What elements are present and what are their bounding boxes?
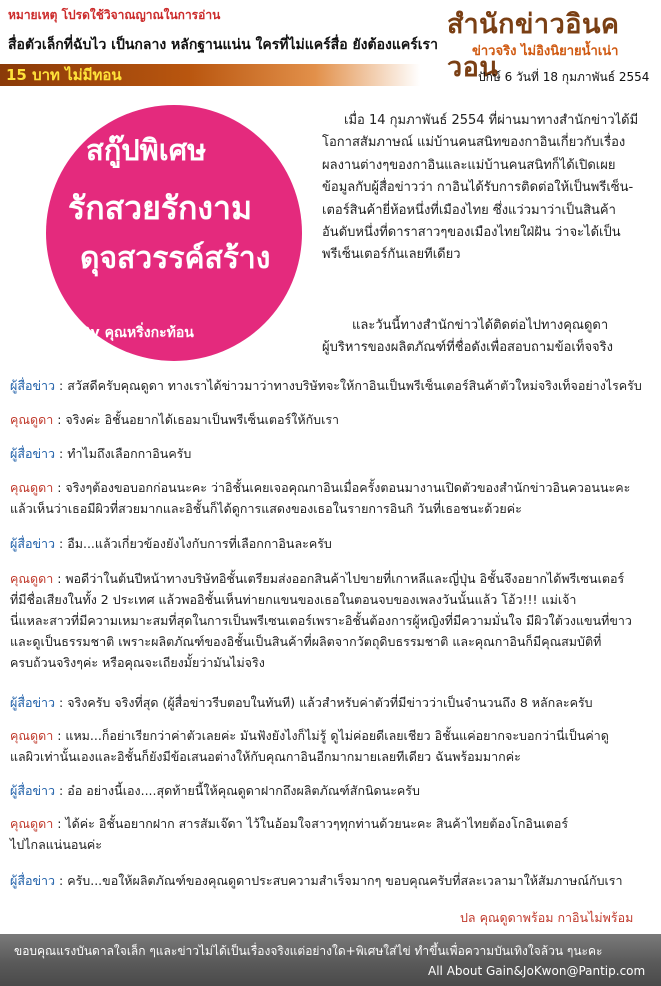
- speaker-interviewee: คุณดูดา: [10, 816, 54, 831]
- speaker-reporter: ผู้สื่อข่าว: [10, 873, 56, 888]
- interview-item: คุณดูดา : ได้ค่ะ อิชั้นอยากฝาก สารสัมเจ๊ดา ไว้ในอ้อมใจสาวๆทุกท่านด้วยนะคะ สินค้าไทยต้องโกอินเตอร์ ไปไกลแน่นอนค่ะ: [10, 813, 650, 855]
- interview-item: ผู้สื่อข่าว : อ๋อ อย่างนี้เอง....สุดท้ายนี้ให้คุณดูดาฝากถึงผลิตภัณฑ์สักนิดนะครับ: [10, 783, 420, 798]
- speaker-interviewee: คุณดูดา: [10, 412, 54, 427]
- footer-disclaimer: ขอบคุณแรงบันดาลใจเล็ก ๆและข่าวไม่ได้เป็นเรื่องจริงแต่อย่างใด+พิเศษใส่ไข่ ทำขึ้นเพื่อความบันเทิงใจล้วน ๆนะคะ: [14, 944, 603, 958]
- interview-item: คุณดูดา : จริงค่ะ อิชั้นอยากได้เธอมาเป็นพรีเซ็นเตอร์ให้กับเรา: [10, 412, 340, 427]
- interview-line: แล้วเห็นว่าเธอมีผิวที่สวยมากและอิชั้นก็ได้ดูการแสดงของเธอในรายการอินกิ วันที่เธอชนะด้วยค่ะ: [10, 501, 522, 516]
- price-bar: [0, 64, 420, 86]
- interview-line: นี่แหละสาวที่มีความเหมาะสมที่สุดในการเป็นพรีเซนเตอร์เพราะอิชั้นต้องการผู้หญิงที่มีความมั่นใจ มีผิวใต้วงแขนที่ขาว: [10, 613, 632, 628]
- interview-line: ทำไมถึงเลือกกาอินครับ: [67, 446, 192, 461]
- interview-item: ผู้สื่อข่าว : สวัสดีครับคุณดูดา ทางเราได้ข่าวมาว่าทางบริษัทจะให้กาอินเป็นพรีเซ็นเตอร์สินค้าตัวใหม่จริงเท็จอย่างไรครับ: [10, 378, 642, 393]
- speaker-reporter: ผู้สื่อข่าว: [10, 695, 56, 710]
- feature-title-line2: รักสวยรักงาม: [68, 189, 253, 227]
- intro-line: โอกาสสัมภาษณ์ แม่บ้านคนสนิทของกาอินเกี่ยวกับเรื่อง: [322, 135, 626, 151]
- intro-line: อันดับหนึ่งที่ดาราสาวๆของเมืองไทยใฝ่ฝัน ว่าจะได้เป็น: [322, 225, 621, 241]
- interview-line: ได้ค่ะ อิชั้นอยากฝาก สารสัมเจ๊ดา ไว้ในอ้อมใจสาวๆทุกท่านด้วยนะคะ สินค้าไทยต้องโกอินเตอร์: [65, 816, 569, 831]
- interview-item: คุณดูดา : จริงๆต้องขอบอกก่อนนะคะ ว่าอิชั้นเคยเจอคุณกาอินเมื่อครั้งตอนมางานเปิดตัวของสำนักข่าวอินควอนนะคะ แล้วเห็นว่าเธอมีผิวที่สวยมากและอิชั้นก็ได้ดูการแสดงของเธอในรายการอินกิ วันที่เธอชนะด้วยค่ะ: [10, 477, 650, 519]
- issue-date: ปักษ์ 6 วันที่ 18 กุมภาพันธ์ 2554: [478, 70, 650, 84]
- intro-paragraph-2: [322, 315, 656, 360]
- speaker-interviewee: คุณดูดา: [10, 728, 54, 743]
- feature-title-line1: สกู๊ปพิเศษ: [86, 133, 207, 167]
- interview-item: ผู้สื่อข่าว : ครับ...ขอให้ผลิตภัณฑ์ของคุณดูดาประสบความสำเร็จมากๆ ขอบคุณครับที่สละเวลามาให้สัมภาษณ์กับเรา: [10, 873, 623, 888]
- speaker-interviewee: คุณดูดา: [10, 480, 54, 495]
- footer-bar: [0, 934, 661, 986]
- speaker-reporter: ผู้สื่อข่าว: [10, 378, 56, 393]
- feature-title-line3: ดุจสวรรค์สร้าง: [80, 241, 271, 276]
- interview-line: จริงๆต้องขอบอกก่อนนะคะ ว่าอิชั้นเคยเจอคุณกาอินเมื่อครั้งตอนมางานเปิดตัวของสำนักข่าวอินควอนนะคะ: [65, 480, 631, 495]
- interview-line: จริงค่ะ อิชั้นอยากได้เธอมาเป็นพรีเซ็นเตอร์ให้กับเรา: [65, 412, 340, 427]
- intro-line: ผลงานต่างๆของกาอินและแม่บ้านคนสนิทก็ได้เปิดเผย: [322, 157, 616, 173]
- feature-byline: By คุณหริ่งกะท้อน: [80, 325, 194, 341]
- speaker-reporter: ผู้สื่อข่าว: [10, 446, 56, 461]
- remark-note: หมายเหตุ โปรดใช้วิจาณญาณในการอ่าน: [8, 8, 221, 22]
- intro-line: เมื่อ 14 กุมภาพันธ์ 2554 ที่ผ่านมาทางสำนักข่าวได้มี: [344, 113, 639, 128]
- speaker-interviewee: คุณดูดา: [10, 571, 54, 586]
- intro-line: เตอร์สินค้ายี่ห้อหนึ่งที่เมืองไทย ซึ่งแว่วมาว่าเป็นสินค้า: [322, 202, 616, 218]
- masthead-slogan: ข่าวจริง ไม่อิงนิยายน้ำเน่า: [472, 44, 619, 59]
- intro-line: ผู้บริหารของผลิตภัณฑ์ที่ชื่อดังเพื่อสอบถามข้อเท็จจริง: [322, 340, 614, 356]
- masthead-title: สำนักข่าวอินควอน: [447, 9, 620, 83]
- interview-item: ผู้สื่อข่าว : อืม...แล้วเกี่ยวข้องยังไงกับการที่เลือกกาอินละครับ: [10, 536, 332, 551]
- interview-line: ที่มีชื่อเสียงในทั้ง 2 ประเทศ แล้วพออิชั้นเห็นท่ายกแขนของเธอในตอนจบของเพลงวันนั้นแล้ว โอ้ว!!! แม่เจ้า: [10, 592, 577, 607]
- tagline: สื่อตัวเล็กที่ฉับไว เป็นกลาง หลักฐานแน่น ใครที่ไม่แคร์สื่อ ยังต้องแคร์เรา: [8, 37, 438, 53]
- intro-line: ข้อมูลกับผู้สื่อข่าวว่า กาอินได้รับการติดต่อให้เป็นพรีเซ็น-: [322, 180, 634, 196]
- intro-line: และวันนี้ทางสำนักข่าวได้ติดต่อไปทางคุณดูดา: [352, 318, 609, 333]
- interview-item: ผู้สื่อข่าว : จริงครับ จริงที่สุด (ผู้สื่อข่าวรีบตอบในทันที) แล้วสำหรับค่าตัวที่มีข่าวว่าเป็นจำนวนถึง 8 หลักละครับ: [10, 695, 593, 710]
- interview-item: คุณดูดา : แหม...ก็อย่าเรียกว่าค่าตัวเลยค่ะ มันฟังยังไงก็ไม่รู้ ดูไม่ค่อยดีเลยเชียว อิชั้นแค่อยากจะบอกว่านี่เป็นค่าดู แลผิวเท่านั้นเองและอิชั้นก็ยังมีข้อเสนอต่างให้กับคุณกาอินอีกมากมายเลยทีเดียว ฉันพร้อมมากค่ะ: [10, 725, 650, 767]
- intro-line: พรีเซ็นเตอร์กันเลยทีเดียว: [322, 247, 461, 263]
- interview-line: อืม...แล้วเกี่ยวข้องยังไงกับการที่เลือกกาอินละครับ: [67, 536, 332, 551]
- footer-credit: All About Gain&JoKwon@Pantip.com: [428, 964, 646, 978]
- interview-line: แหม...ก็อย่าเรียกว่าค่าตัวเลยค่ะ มันฟังยังไงก็ไม่รู้ ดูไม่ค่อยดีเลยเชียว อิชั้นแค่อยากจะบอกว่านี่เป็นค่าดู: [65, 728, 609, 743]
- interview-line: แลผิวเท่านั้นเองและอิชั้นก็ยังมีข้อเสนอต่างให้กับคุณกาอินอีกมากมายเลยทีเดียว ฉันพร้อมมากค่ะ: [10, 749, 521, 764]
- interview-line: : พอดีว่าในต้นปีหน้าทางบริษัทอิชั้นเตรียมส่งออกสินค้าไปขายที่เกาหลีและญี่ปุ่น อิชั้นจึงอยากได้พรีเซนเตอร์: [57, 571, 625, 586]
- feature-circle: [46, 105, 302, 361]
- interview-line: ไปไกลแน่นอนค่ะ: [10, 837, 103, 852]
- interview-line: และดูเป็นธรรมชาติ เพราะผลิตภัณฑ์ของอิชั้นเป็นสินค้าที่ผลิตจากวัตถุดิบธรรมชาติ และคุณกาอินก็มีคุณสมบัติที่: [10, 634, 602, 649]
- intro-paragraph-1: [322, 110, 656, 267]
- interview-item: ผู้สื่อข่าว : ทำไมถึงเลือกกาอินครับ: [10, 446, 192, 461]
- interview-line: สวัสดีครับคุณดูดา ทางเราได้ข่าวมาว่าทางบริษัทจะให้กาอินเป็นพรีเซ็นเตอร์สินค้าตัวใหม่จริงเท็จอย่างไรครับ: [67, 378, 642, 393]
- speaker-reporter: ผู้สื่อข่าว: [10, 783, 56, 798]
- interview-line: ครบถ้วนจริงๆค่ะ หรือคุณจะเถียงมั้ยว่ามันไม่จริง: [10, 655, 265, 670]
- interview-line: จริงครับ จริงที่สุด (ผู้สื่อข่าวรีบตอบในทันที) แล้วสำหรับค่าตัวที่มีข่าวว่าเป็นจำนวนถึง 8 หลักละครับ: [67, 695, 593, 710]
- interview-line: ครับ...ขอให้ผลิตภัณฑ์ของคุณดูดาประสบความสำเร็จมากๆ ขอบคุณครับที่สละเวลามาให้สัมภาษณ์กับเรา: [67, 873, 623, 888]
- interview-line: อ๋อ อย่างนี้เอง....สุดท้ายนี้ให้คุณดูดาฝากถึงผลิตภัณฑ์สักนิดนะครับ: [67, 783, 420, 798]
- speaker-reporter: ผู้สื่อข่าว: [10, 536, 56, 551]
- signoff: ปล คุณดูดาพร้อม กาอินไม่พร้อม: [460, 910, 634, 925]
- price-label: 15 บาท ไม่มีทอน: [6, 66, 122, 84]
- interview-item: [10, 568, 650, 673]
